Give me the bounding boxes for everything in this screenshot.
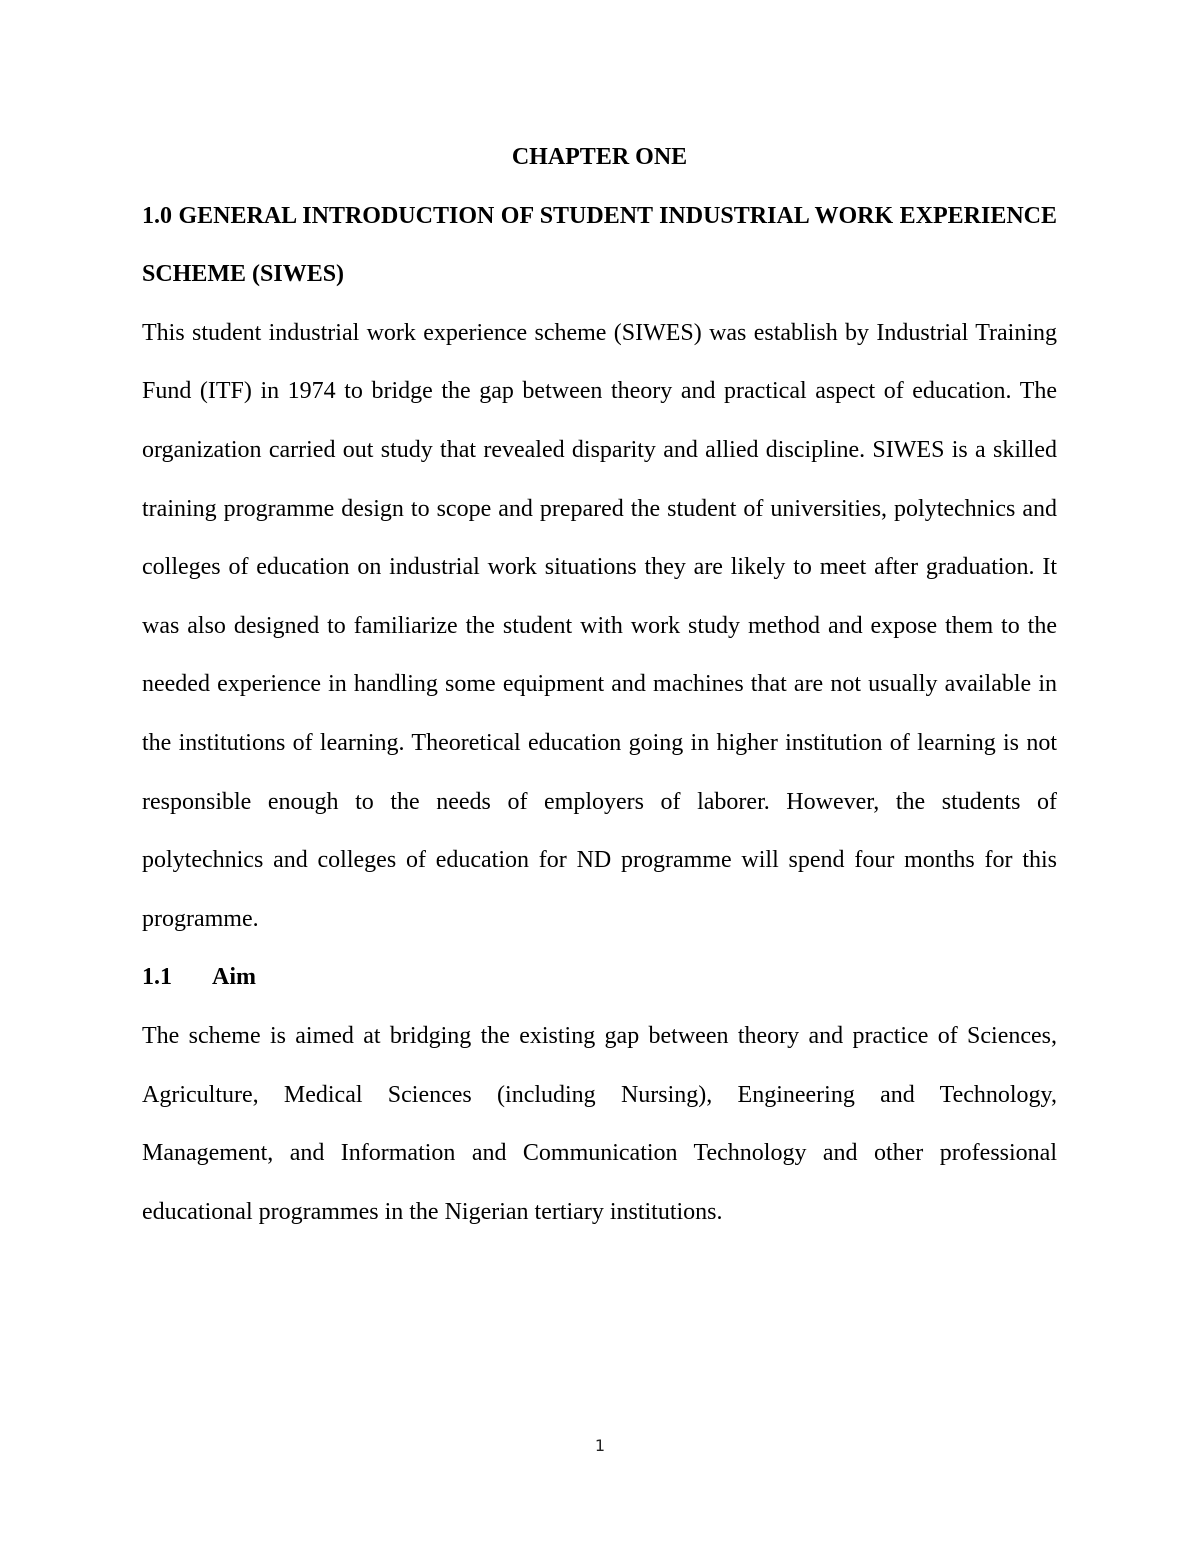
aim-heading-title: Aim: [212, 964, 256, 991]
page-content: [142, 128, 1057, 1241]
section-heading: 1.0 GENERAL INTRODUCTION OF STUDENT INDUSTRIAL WORK EXPERIENCE SCHEME (SIWES): [142, 202, 1057, 288]
chapter-title: CHAPTER ONE: [511, 144, 688, 170]
page-number: 1: [594, 1436, 606, 1455]
aim-heading: [142, 948, 1057, 1007]
aim-paragraph: The scheme is aimed at bridging the existing gap between theory and practice of Sciences, Agriculture, Medical Sciences (including Nursing), Engineering and Technology, Management, and Information and Communication Technology and other professional educational programmes in the Nigerian tertiary institutions.: [142, 1022, 1057, 1225]
intro-paragraph: This student industrial work experience scheme (SIWES) was establish by Industrial Training Fund (ITF) in 1974 to bridge the gap between theory and practical aspect of education. The organization carried out study that revealed disparity and allied discipline. SIWES is a skilled training programme design to scope and prepared the student of universities, polytechnics and colleges of education on industrial work situations they are likely to meet after graduation. It was also designed to familiarize the student with work study method and expose them to the needed experience in handling some equipment and machines that are not usually available in the institutions of learning. Theoretical education going in higher institution of learning is not responsible enough to the needs of employers of laborer. However, the students of polytechnics and colleges of education for ND programme will spend four months for this programme.: [142, 319, 1057, 932]
aim-heading-number: 1.1: [142, 964, 172, 991]
